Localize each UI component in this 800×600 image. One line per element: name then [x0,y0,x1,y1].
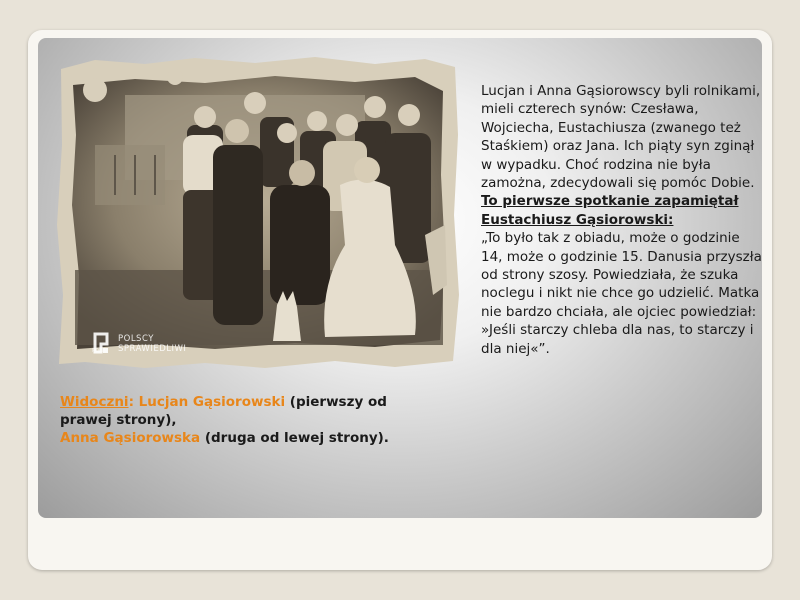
caption-person-1-note: (pierwszy od prawej strony), [60,394,387,428]
caption-person-2: Anna Gąsiorowska [60,430,201,446]
watermark-text [118,334,186,354]
caption-colon: : [128,394,134,410]
story-heading: To pierwsze spotkanie zapamiętał Eustachiusz Gąsiorowski: [481,193,739,228]
caption-link[interactable]: Widoczni [60,394,129,410]
caption-person-2-note: (druga od lewej strony). [200,430,389,446]
watermark-line-1: POLSCY [118,334,154,344]
story-quote: „To było tak z obiadu, może o godzinie 14, może o godzinie 15. Danusia przyszła od strony szosy. Powiedziała, że szuka noclegu i nikt nie chce go udzielić. Matka nie bardzo chciała, ale ojciec powiedział: »Jeśli starczy chleba dla nas, to starczy i dla niej«”. [481,230,762,357]
watermark-line-2: SPRAWIEDLIWI [118,344,187,354]
story-text [481,82,764,358]
family-photo [55,55,460,370]
caption-person-1: Lucjan Gąsiorowski [133,394,286,410]
photo-caption [60,393,390,447]
watermark [92,329,186,359]
watermark-small: POLIN [92,348,107,354]
story-intro: Lucjan i Anna Gąsiorowscy byli rolnikami, mieli czterech synów: Czesława, Wojciecha, Eustachiusza (zwanego też Staśkiem) oraz Jana. Ich piąty syn zginął w wypadku. Choć rodzina nie była zamożna, zdecydowali się pomóc Dobie. [481,83,761,192]
